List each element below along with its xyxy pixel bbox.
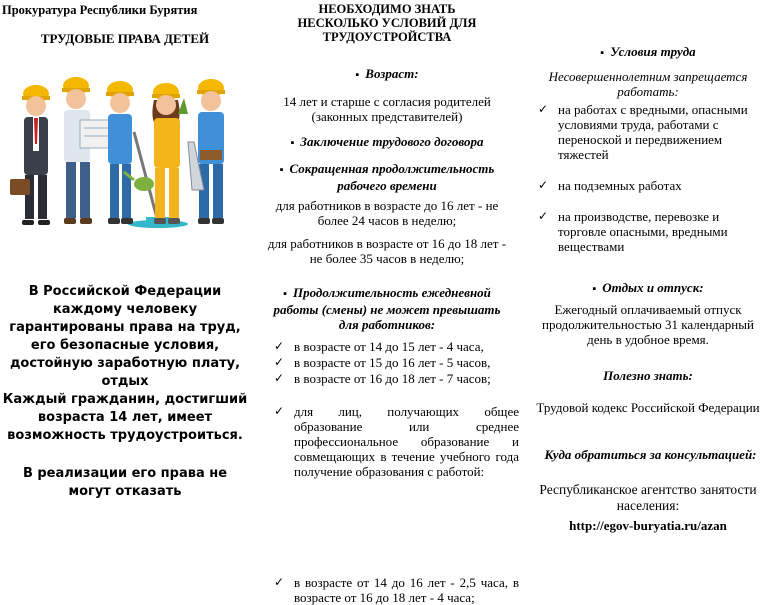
list-item: ✓ в возрасте от 15 до 16 лет - 5 часов, — [272, 355, 512, 370]
worker-builder — [188, 79, 225, 224]
list-item: ✓ на работах с вредными, опасными условиями труда, работами с переноской и передвижением тяжестей — [536, 102, 766, 162]
worker-engineer — [62, 77, 114, 224]
reduced-hours-heading: ▪ Сокращенная продолжительность рабочего времени — [262, 161, 512, 193]
heading-line-3: ТРУДОУСТРОЙСТВА — [322, 30, 452, 44]
agency-text: Республиканское агентство занятости населения: — [539, 482, 757, 513]
column-right — [528, 0, 778, 553]
work-conditions-heading: ▪ Условия труда — [528, 44, 768, 61]
column-left — [0, 0, 258, 553]
worker-gardener — [124, 83, 188, 224]
students-text: ✓ для лиц, получающих общее образование или среднее профессиональное образование и совмещающих в течение учебного года получение образования с работой: — [272, 404, 519, 479]
age-heading: ▪ Возраст: — [262, 66, 512, 83]
useful-heading: Полезно знать: — [603, 368, 693, 383]
forbidden-heading: Несовершеннолетним запрещается работать: — [548, 69, 748, 99]
rest-text: Ежегодный оплачиваемый отпуск продолжительностью 31 календарный день в удобное время. — [542, 302, 754, 347]
conditions-main-heading — [262, 2, 512, 44]
refusal-paragraph: В реализации его права не могут отказать — [22, 466, 228, 499]
consult-heading: Куда обратиться за консультацией: — [544, 447, 757, 462]
rights-paragraph: В Российской Федерации каждому человеку гарантированы права на труд, его безопасные условия, достойную заработную плату, отдых — [9, 284, 241, 389]
age-text: 14 лет и старше с согласия родителей (законных представителей) — [283, 94, 491, 124]
column-middle — [262, 0, 519, 605]
worker-businessman — [10, 85, 50, 225]
daily-hours-list — [272, 339, 512, 386]
heading-line-2: НЕСКОЛЬКО УСЛОВИЙ ДЛЯ — [297, 16, 477, 30]
reduced-hours-under-16: для работников в возрасте до 16 лет - не более 24 часов в неделю; — [275, 198, 499, 228]
list-item: ✓ в возрасте от 16 до 18 лет - 7 часов; — [272, 371, 512, 386]
contract-heading: ▪ Заключение трудового договора — [262, 134, 512, 151]
reduced-hours-16-18: для работников в возрасте от 16 до 18 лет - не более 35 часов в неделю; — [267, 236, 507, 266]
forbidden-list — [536, 102, 766, 254]
age-paragraph: Каждый гражданин, достигший возраста 14 лет, имеет возможность трудоустроиться. — [2, 392, 248, 443]
labor-code-text: Трудовой кодекс Российской Федерации — [536, 400, 760, 415]
list-item: ✓ в возрасте от 14 до 15 лет - 4 часа, — [272, 339, 512, 354]
students-hours: ✓ в возрасте от 14 до 16 лет - 2,5 часа, в возрасте от 16 до 18 лет - 4 часа; — [272, 575, 519, 605]
org-header: Прокуратура Республики Бурятия — [2, 3, 198, 17]
rest-heading: ▪ Отдых и отпуск: — [528, 280, 768, 297]
heading-line-1: НЕОБХОДИМО ЗНАТЬ — [318, 2, 456, 16]
workers-illustration — [8, 72, 238, 230]
agency-link[interactable]: http://egov-buryatia.ru/azan — [569, 518, 727, 533]
leaflet-title: ТРУДОВЫЕ ПРАВА ДЕТЕЙ — [40, 31, 210, 46]
list-item: ✓ на производстве, перевозке и торговле опасными, вредными веществами — [536, 209, 766, 254]
list-item: ✓ на подземных работах — [536, 178, 766, 193]
daily-hours-heading: ▪ Продолжительность ежедневной работы (смены) не может превышать для работников: — [262, 285, 512, 332]
